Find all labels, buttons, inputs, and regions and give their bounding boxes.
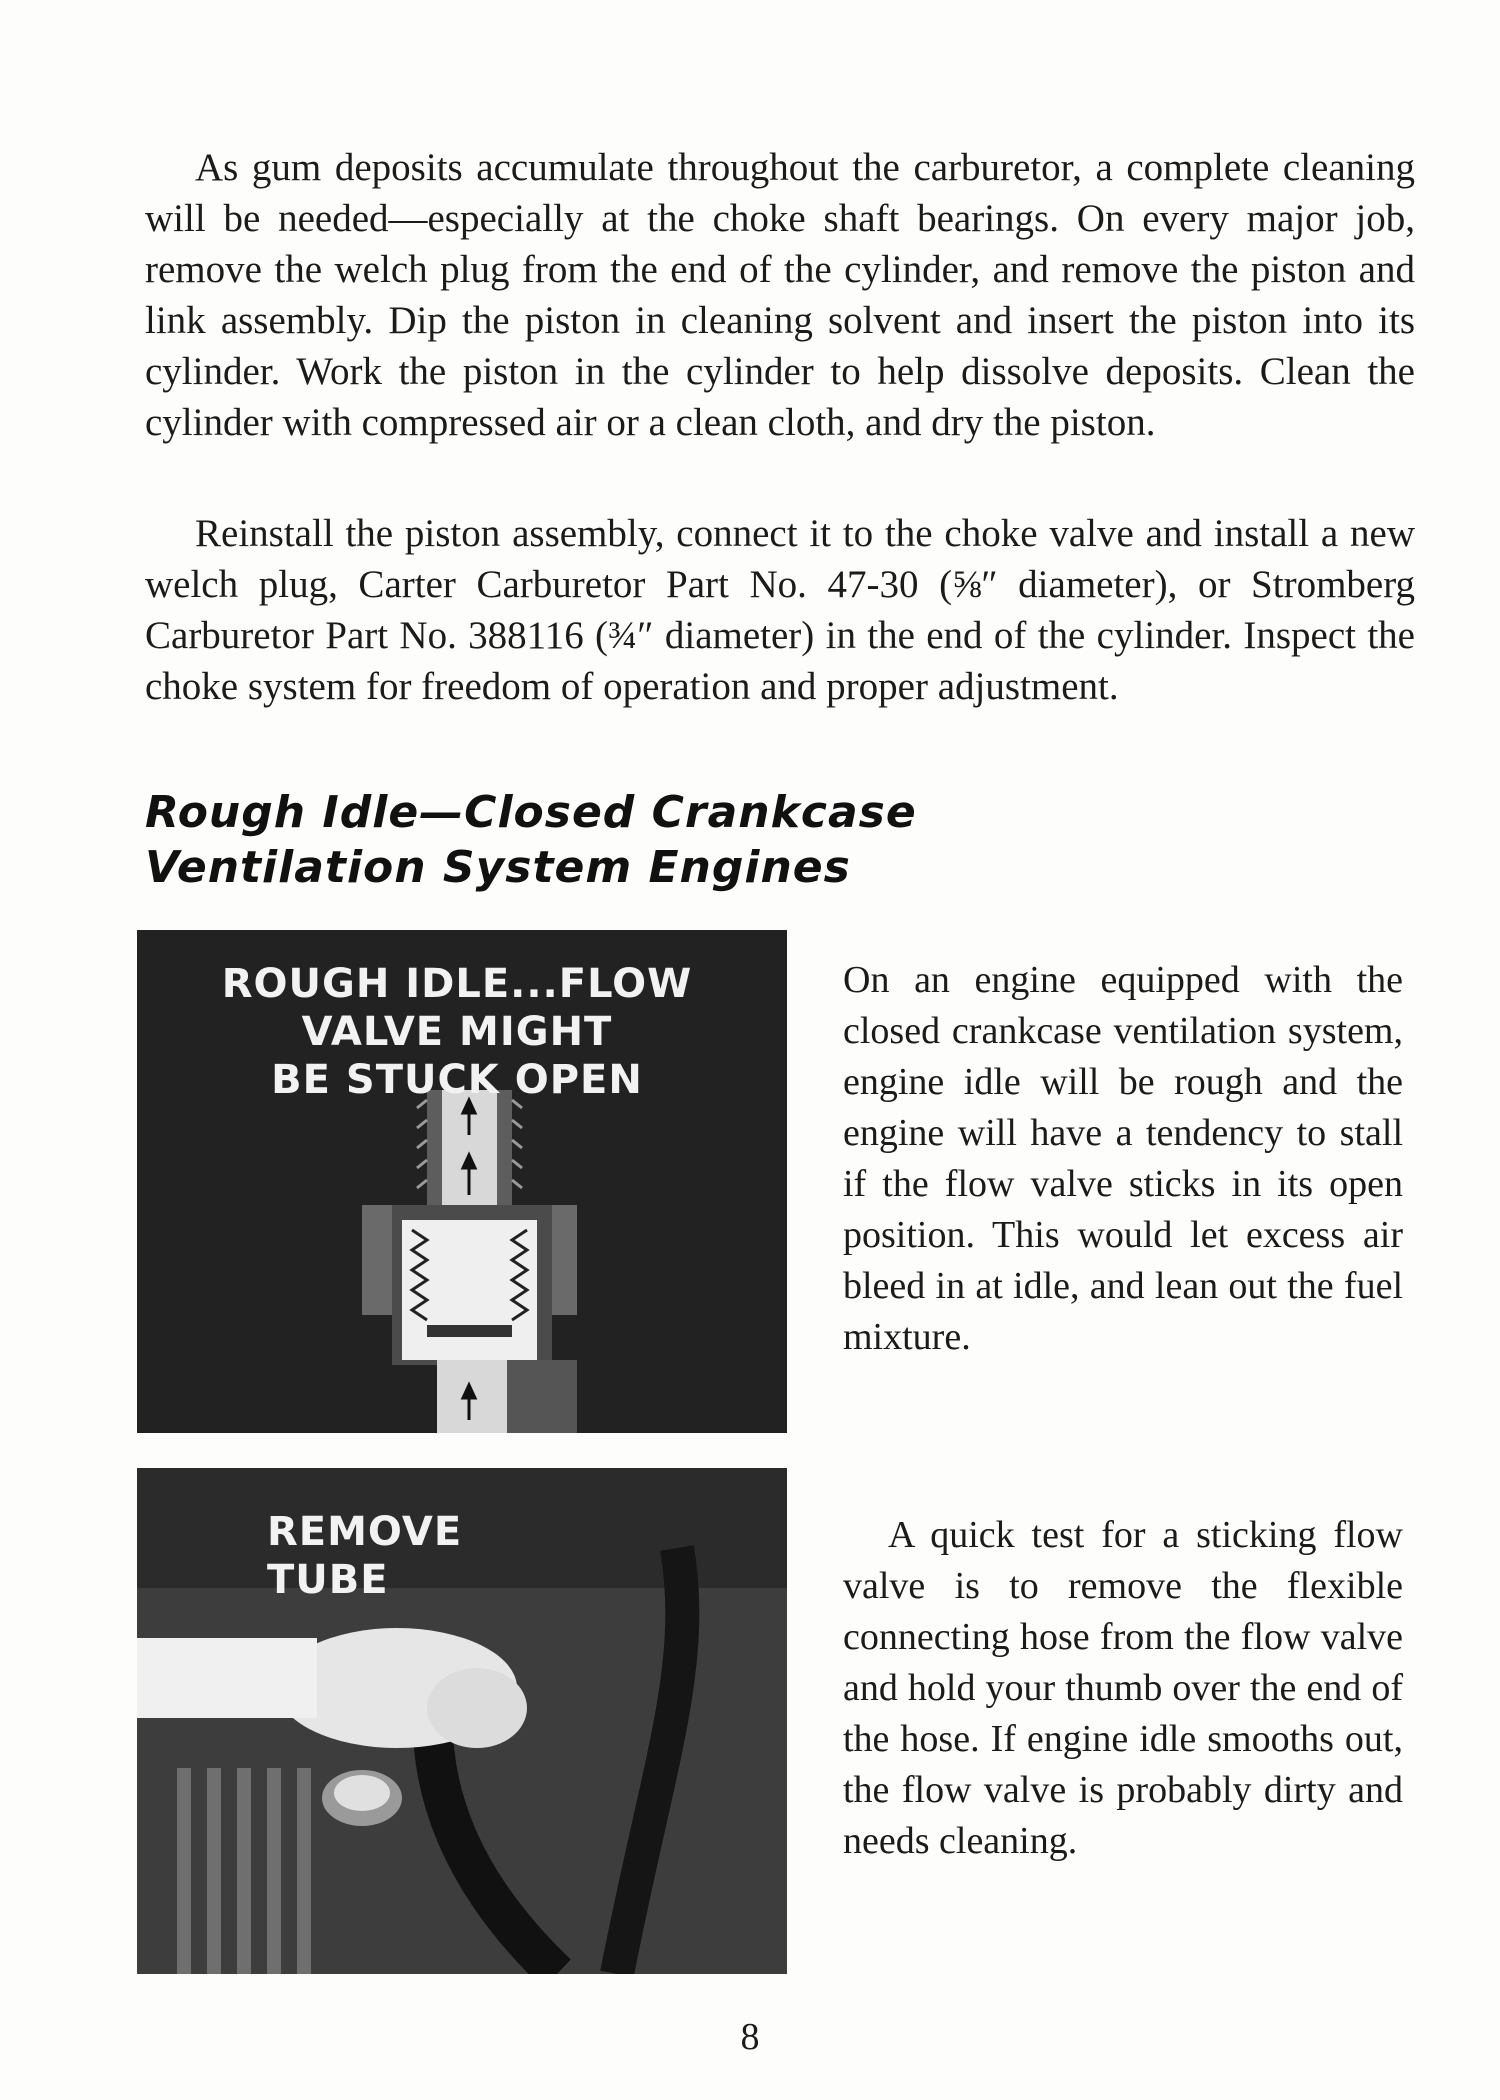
figure1-caption-line2: BE STUCK OPEN bbox=[271, 1057, 643, 1103]
remove-tube-photo bbox=[137, 1468, 787, 1974]
flow-valve-diagram-photo bbox=[137, 930, 787, 1433]
paragraph-carburetor-cleaning: As gum deposits accumulate throughout the carburetor, a complete cleaning will be needed—especially at the choke shaft bearings. On every major job, remove the welch plug from the end of the cylinder, and remove the piston and link assembly. Dip the piston in cleaning solvent and insert the piston into its cylinder. Work the piston in the cylinder to help dissolve deposits. Clean the cylinder with compressed air or a clean cloth, and dry the piston. bbox=[145, 146, 1415, 444]
figure1-caption-line1: ROUGH IDLE...FLOW VALVE MIGHT bbox=[221, 961, 693, 1055]
figure2-caption: REMOVE TUBE bbox=[267, 1509, 463, 1603]
figure1-caption bbox=[157, 960, 757, 1104]
section-heading-line2: Ventilation System Engines bbox=[145, 842, 851, 893]
section-heading bbox=[145, 785, 1245, 895]
paragraph-quick-test: A quick test for a sticking flow valve is to remove the flexible connecting hose from the flow valve and hold your thumb over the end of the hose. If engine idle smooths out, the flow valve is probably dirty and needs cleaning. bbox=[843, 1514, 1403, 1862]
paragraph-rough-idle-explanation: On an engine equipped with the closed crankcase ventilation system, engine idle will be rough and the engine will have a tendency to stall if the flow valve sticks in its open position. This would let excess air bleed in at idle, and lean out the fuel mixture. bbox=[843, 959, 1403, 1358]
section-heading-line1: Rough Idle—Closed Crankcase bbox=[145, 787, 917, 838]
paragraph-reinstall-piston: Reinstall the piston assembly, connect it to the choke valve and install a new welch plug, Carter Carburetor Part No. 47-30 (⅝″ diameter), or Stromberg Carburetor Part No. 388116 (¾″ diameter) in the end of the cylinder. Inspect the choke system for freedom of operation and proper adjustment. bbox=[145, 512, 1415, 708]
page-number: 8 bbox=[740, 2016, 760, 2058]
